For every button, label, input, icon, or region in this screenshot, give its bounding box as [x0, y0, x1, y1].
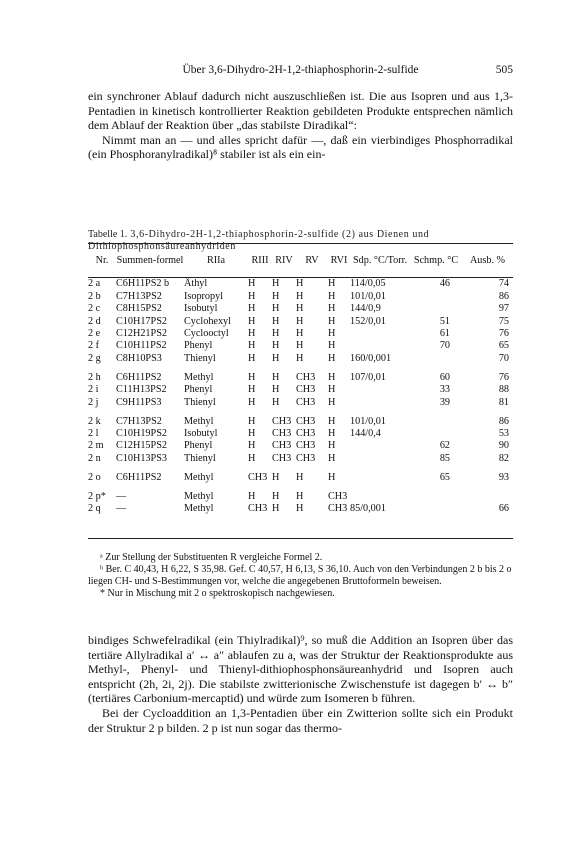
cell-formula: C10H19PS2 — [116, 427, 167, 439]
cell-r5: H — [296, 290, 304, 302]
cell-r4: H — [272, 327, 280, 339]
cell-r4: H — [272, 303, 280, 315]
cell-formula: C10H11PS2 — [116, 340, 167, 352]
paragraph: Nimmt man an — und alles spricht dafür —, daß ein vierbindiges Phosphorradikal (ein Phosphoranylradikal)⁸ stabiler ist als ein ein- — [88, 132, 513, 162]
page-number: 505 — [495, 64, 513, 76]
table-row — [88, 464, 513, 483]
cell-nr: 2 f — [88, 340, 100, 352]
cell-mp: 60 — [439, 371, 450, 383]
col-header-r3: RIII — [251, 254, 269, 266]
cell-r4: H — [272, 278, 280, 290]
cell-bp: 144/0,9 — [350, 303, 381, 315]
cell-r2a: Thienyl — [184, 396, 216, 408]
cell-mp: 70 — [439, 340, 450, 352]
cell-r2a: Cyclohexyl — [184, 315, 231, 327]
cell-mp — [410, 302, 462, 314]
cell-r3: H — [248, 290, 256, 302]
cell-formula: — — [116, 503, 127, 515]
table-row — [88, 427, 513, 439]
cell-bp: 85/0,001 — [350, 503, 386, 515]
cell-r5: H — [296, 490, 304, 502]
cell-r4: H — [272, 503, 280, 515]
cell-r4: CH3 — [272, 452, 292, 464]
cell-r5: CH3 — [296, 415, 316, 427]
cell-formula: C7H13PS2 — [116, 290, 162, 302]
cell-r3: H — [248, 315, 256, 327]
table-caption-text: 3,6-Dihydro-2H-1,2-thiaphosphorin-2-sulfide (2) aus Dienen und Dithiophosphonsäureanhydriden — [88, 229, 430, 252]
cell-mp: 61 — [439, 327, 450, 339]
cell-r5: CH3 — [296, 371, 316, 383]
cell-r6: CH3 — [328, 490, 348, 502]
cell-nr: 2 p* — [88, 490, 106, 502]
cell-r4: H — [272, 396, 280, 408]
cell-r2a: Thienyl — [184, 352, 216, 364]
cell-nr: 2 m — [88, 440, 104, 452]
table-row — [88, 502, 513, 514]
cell-r5: CH3 — [296, 452, 316, 464]
cell-nr: 2 k — [88, 415, 101, 427]
cell-bp: 152/0,01 — [350, 315, 386, 327]
cell-mp — [410, 502, 462, 514]
cell-r3: H — [248, 278, 256, 290]
col-header-r4: RIV — [275, 254, 293, 266]
cell-yield: 70 — [498, 352, 509, 364]
cell-r3: H — [248, 340, 256, 352]
cell-r6: H — [328, 315, 336, 327]
cell-r3: H — [248, 452, 256, 464]
cell-formula: C6H11PS2 b — [116, 278, 170, 290]
cell-nr: 2 b — [88, 290, 101, 302]
cell-r3: CH3 — [248, 471, 268, 483]
cell-r5: CH3 — [296, 427, 316, 439]
cell-r5: H — [296, 340, 304, 352]
cell-r6: H — [328, 340, 336, 352]
cell-r4: CH3 — [272, 415, 292, 427]
cell-r3: H — [248, 384, 256, 396]
cell-yield: 76 — [498, 371, 509, 383]
cell-r4: H — [272, 315, 280, 327]
cell-r5: H — [296, 352, 304, 364]
table-row — [88, 351, 513, 363]
cell-mp: 51 — [439, 315, 450, 327]
cell-r3: H — [248, 427, 256, 439]
cell-mp: 85 — [439, 452, 450, 464]
cell-nr: 2 e — [88, 327, 101, 339]
cell-formula: C7H13PS2 — [116, 415, 162, 427]
cell-r2a: Methyl — [184, 503, 214, 515]
table-row — [88, 439, 513, 451]
cell-r2a: Isopropyl — [184, 290, 224, 302]
cell-r6: H — [328, 290, 336, 302]
cell-r3: H — [248, 440, 256, 452]
cell-nr: 2 o — [88, 471, 101, 483]
cell-r2a: Methyl — [184, 415, 214, 427]
table-row — [88, 383, 513, 395]
cell-r3: H — [248, 327, 256, 339]
cell-yield: 66 — [498, 503, 509, 515]
data-table — [88, 243, 513, 514]
table-row — [88, 302, 513, 314]
cell-mp: 33 — [439, 384, 450, 396]
cell-bp: 144/0,4 — [350, 427, 381, 439]
cell-r6: H — [328, 452, 336, 464]
cell-r4: H — [272, 340, 280, 352]
cell-r3: H — [248, 371, 256, 383]
paragraph: bindiges Schwefelradikal (ein Thiylradikal)⁹, so muß die Addition an Isopren über das tertiäre Allylradikal a′ ↔ a″ ablaufen zu a, was der Struktur der Reaktionsprodukte aus Methyl-, Phenyl- und Thienyl-dithiophosphonsäureanhydrid und Isopren auch entspricht (2h, 2i, 2j). Die stabilste zwitterionische Zwischenstufe ist dagegen b′ ↔ b″ (tertiäres Carbonium-mercaptid) und würde zum Isomeren b führen. — [88, 633, 513, 706]
cell-r4: CH3 — [272, 440, 292, 452]
cell-r5: H — [296, 327, 304, 339]
table-row — [88, 277, 513, 289]
cell-nr: 2 n — [88, 452, 101, 464]
cell-mp: 39 — [439, 396, 450, 408]
cell-r6: H — [328, 384, 336, 396]
cell-r2a: Thienyl — [184, 452, 216, 464]
cell-formula: C10H13PS3 — [116, 452, 167, 464]
footnote: ᵇ Ber. C 40,43, H 6,22, S 35,98. Gef. C 40,57, H 6,13, S 36,10. Auch von den Verbindungen 2 b bis 2 o liegen CH- und S-Bestimmungen vor, welche die angegebenen Bruttoformeln beweisen. — [88, 564, 512, 587]
cell-nr: 2 a — [88, 278, 101, 290]
cell-r2a: Methyl — [184, 490, 214, 502]
table-row — [88, 483, 513, 502]
table-row — [88, 364, 513, 383]
cell-r6: H — [328, 415, 336, 427]
cell-r2a: Phenyl — [184, 384, 213, 396]
cell-mp: 62 — [439, 440, 450, 452]
cell-bp — [350, 451, 410, 463]
cell-bp — [350, 383, 410, 395]
cell-yield: 97 — [498, 303, 509, 315]
cell-yield: 53 — [498, 427, 509, 439]
cell-r5: H — [296, 278, 304, 290]
cell-formula: C12H21PS2 — [116, 327, 167, 339]
cell-r6: H — [328, 327, 336, 339]
cell-r3: H — [248, 352, 256, 364]
cell-mp — [410, 427, 462, 439]
table-row — [88, 314, 513, 326]
cell-nr: 2 c — [88, 303, 101, 315]
cell-bp: 160/0,001 — [350, 352, 392, 364]
cell-r6: H — [328, 440, 336, 452]
cell-nr: 2 q — [88, 503, 101, 515]
col-header-yield: Ausb. % — [469, 254, 506, 266]
cell-formula: C8H15PS2 — [116, 303, 162, 315]
cell-r2a: Isobutyl — [184, 427, 218, 439]
col-header-nr: Nr. — [95, 254, 109, 266]
cell-r4: H — [272, 290, 280, 302]
cell-r4: H — [272, 371, 280, 383]
cell-yield: 65 — [498, 340, 509, 352]
cell-r3: CH3 — [248, 503, 268, 515]
cell-r2a: Isobutyl — [184, 303, 218, 315]
footnote: ᵃ Zur Stellung der Substituenten R vergleiche Formel 2. — [100, 552, 323, 563]
cell-bp — [350, 439, 410, 451]
cell-yield: 93 — [498, 471, 509, 483]
cell-yield: 81 — [498, 396, 509, 408]
cell-formula: — — [116, 490, 127, 502]
col-header-formula: Summen-formel — [116, 254, 184, 266]
cell-formula: C6H11PS2 — [116, 471, 162, 483]
cell-mp — [410, 289, 462, 301]
cell-mp — [410, 408, 462, 427]
cell-r4: H — [272, 490, 280, 502]
cell-r6: H — [328, 427, 336, 439]
footnotes — [88, 552, 513, 600]
cell-r3: H — [248, 303, 256, 315]
cell-r2a: Äthyl — [184, 278, 208, 290]
table-rule-bottom — [88, 538, 513, 539]
table-caption-label: Tabelle 1. — [88, 229, 128, 240]
table-row — [88, 327, 513, 339]
cell-r3: H — [248, 396, 256, 408]
footnote: * Nur in Mischung mit 2 o spektroskopisch nachgewiesen. — [100, 588, 335, 599]
cell-r3: H — [248, 490, 256, 502]
col-header-r2a: RIIa — [206, 254, 226, 266]
cell-yield: 82 — [498, 452, 509, 464]
cell-bp: 101/0,01 — [350, 415, 386, 427]
col-header-r6: RVI — [330, 254, 348, 266]
cell-r3: H — [248, 415, 256, 427]
cell-nr: 2 l — [88, 427, 99, 439]
cell-bp — [350, 464, 410, 483]
cell-formula: C9H11PS3 — [116, 396, 162, 408]
cell-mp — [410, 351, 462, 363]
cell-r2a: Phenyl — [184, 440, 213, 452]
table-row — [88, 395, 513, 407]
cell-formula: C11H13PS2 — [116, 384, 167, 396]
table-row — [88, 289, 513, 301]
cell-r6: H — [328, 396, 336, 408]
cell-r4: H — [272, 384, 280, 396]
cell-r6: CH3 — [328, 503, 348, 515]
cell-formula: C12H15PS2 — [116, 440, 167, 452]
cell-yield: 75 — [498, 315, 509, 327]
table-row — [88, 408, 513, 427]
cell-r2a: Cyclooctyl — [184, 327, 229, 339]
cell-yield — [462, 483, 513, 502]
paragraph: Bei der Cycloaddition an 1,3-Pentadien über ein Zwitterion sollte sich ein Produkt der Struktur 2 p bilden. 2 p ist nun sogar das thermo- — [88, 705, 513, 735]
cell-r6: H — [328, 303, 336, 315]
table-row — [88, 451, 513, 463]
cell-r4: H — [272, 352, 280, 364]
bottom-text — [88, 633, 513, 735]
table-body — [88, 277, 513, 514]
running-header — [88, 64, 513, 76]
cell-yield: 90 — [498, 440, 509, 452]
cell-nr: 2 d — [88, 315, 101, 327]
cell-yield: 74 — [498, 278, 509, 290]
cell-yield: 88 — [498, 384, 509, 396]
col-header-r5: RV — [305, 254, 319, 266]
cell-bp — [350, 339, 410, 351]
col-header-bp: Sdp. °C/Torr. — [352, 254, 408, 266]
col-header-mp: Schmp. °C — [413, 254, 459, 266]
cell-yield: 86 — [498, 290, 509, 302]
cell-r5: CH3 — [296, 384, 316, 396]
cell-nr: 2 g — [88, 352, 101, 364]
paragraph: ein synchroner Ablauf dadurch nicht auszuschließen ist. Die aus Isopren und aus 1,3-Pentadien in kinetisch kontrollierter Reaktion gebildeten Produkte entsprechen nämlich dem Ablauf der Reaktion über „das stabilste Diradikal“: — [88, 89, 513, 133]
cell-nr: 2 i — [88, 384, 99, 396]
cell-formula: C8H10PS3 — [116, 352, 162, 364]
cell-bp: 101/0,01 — [350, 290, 386, 302]
cell-bp: 114/0,05 — [350, 278, 386, 290]
cell-r5: CH3 — [296, 440, 316, 452]
cell-bp: 107/0,01 — [350, 371, 386, 383]
cell-r6: H — [328, 278, 336, 290]
cell-r5: H — [296, 315, 304, 327]
cell-r5: CH3 — [296, 396, 316, 408]
cell-formula: C6H11PS2 — [116, 371, 162, 383]
cell-mp: 65 — [439, 471, 450, 483]
cell-r2a: Methyl — [184, 371, 214, 383]
cell-r5: H — [296, 503, 304, 515]
cell-r6: H — [328, 471, 336, 483]
cell-yield: 86 — [498, 415, 509, 427]
cell-yield: 76 — [498, 327, 509, 339]
cell-nr: 2 j — [88, 396, 99, 408]
cell-mp — [410, 483, 462, 502]
cell-r5: H — [296, 471, 304, 483]
table-row — [88, 339, 513, 351]
cell-r2a: Methyl — [184, 471, 214, 483]
cell-bp — [350, 395, 410, 407]
cell-bp — [350, 483, 410, 502]
cell-r6: H — [328, 371, 336, 383]
running-title: Über 3,6-Dihydro-2H-1,2-thiaphosphorin-2-sulfide — [182, 64, 419, 76]
cell-nr: 2 h — [88, 371, 101, 383]
cell-r4: CH3 — [272, 427, 292, 439]
top-text — [88, 89, 513, 162]
cell-r6: H — [328, 352, 336, 364]
cell-bp — [350, 327, 410, 339]
cell-r4: H — [272, 471, 280, 483]
cell-r5: H — [296, 303, 304, 315]
cell-mp: 46 — [439, 278, 450, 290]
cell-r2a: Phenyl — [184, 340, 213, 352]
cell-formula: C10H17PS2 — [116, 315, 167, 327]
